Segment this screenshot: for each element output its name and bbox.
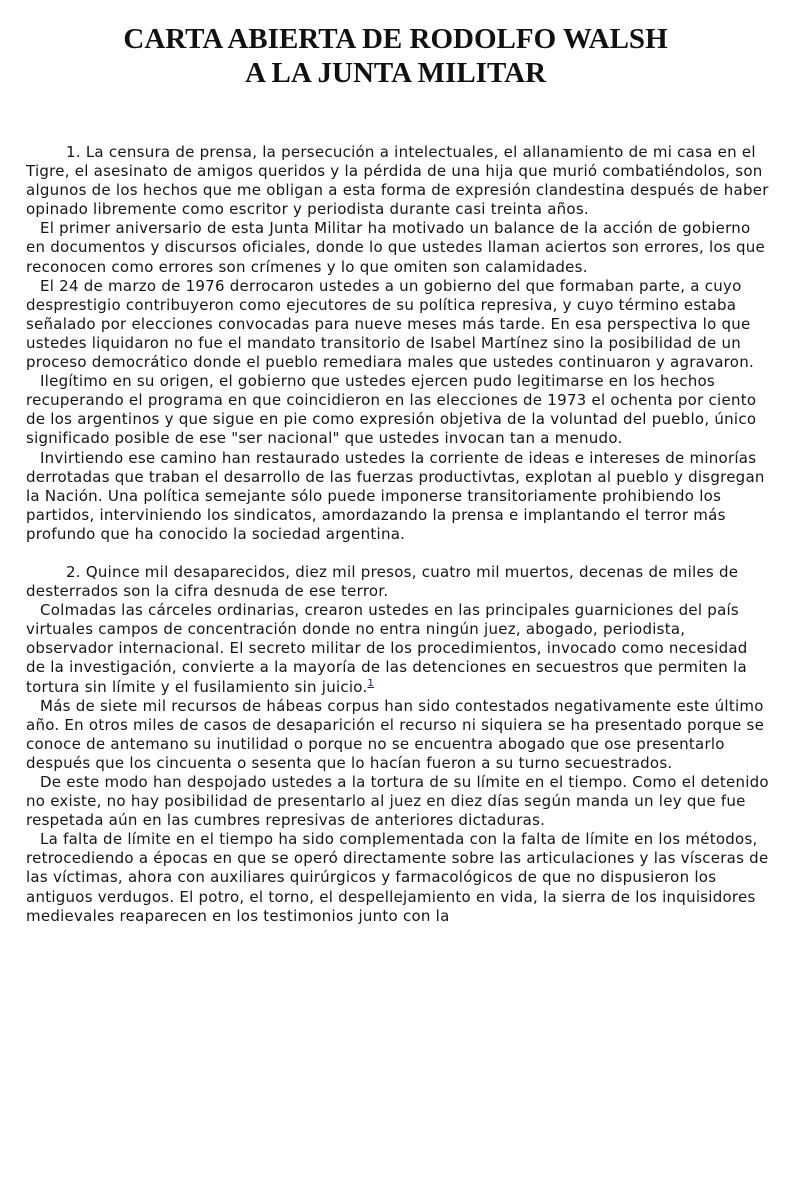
title-line-1: CARTA ABIERTA DE RODOLFO WALSH [123,23,668,55]
paragraph: La falta de límite en el tiempo ha sido complementada con la falta de límite en los métodos, retrocediendo a épocas en que se operó directamente sobre las articulaciones y las vísceras de las víctimas, ahora con auxiliares quirúrgicos y farmacológicos de que no dispusieron los antiguos verdugos. El potro, el torno, el despellejamiento en vida, la sierra de los inquisidores medievales reaparecen en los testimonios junto con la [26,830,769,925]
section-2 [26,563,771,926]
paragraph-text: Colmadas las cárceles ordinarias, crearon ustedes en las principales guarniciones del país virtuales campos de concentración donde no entra ningún juez, abogado, periodista, observador internacional. El secreto militar de los procedimientos, invocado como necesidad de la investigación, convierte a la mayoría de las detenciones en secuestros que permiten la tortura sin límite y el fusilamiento sin juicio. [26,601,748,696]
document-title [0,22,791,90]
title-line-2: A LA JUNTA MILITAR [244,57,547,89]
footnote-link[interactable]: 1 [367,677,375,689]
paragraph: De este modo han despojado ustedes a la tortura de su límite en el tiempo. Como el detenido no existe, no hay posibilidad de presentarlo al juez en diez días según manda un ley que fue respetada aún en las cumbres represivas de anteriores dictaduras. [26,773,769,830]
letter-body [26,143,771,926]
paragraph: El 24 de marzo de 1976 derrocaron ustedes a un gobierno del que formaban parte, a cuyo desprestigio contribuyeron como ejecutores de su política represiva, y cuyo término estaba señalado por elecciones convocadas para nueve meses más tarde. En esa perspectiva lo que ustedes liquidaron no fue el mandato transitorio de Isabel Martínez sino la posibilidad de un proceso democrático donde el pueblo remediara males que ustedes continuaron y agravaron. [26,276,754,372]
paragraph: 2. Quince mil desaparecidos, diez mil presos, cuatro mil muertos, decenas de miles de desterrados son la cifra desnuda de ese terror. [26,562,739,601]
paragraph: Más de siete mil recursos de hábeas corpus han sido contestados negativamente este último año. En otros miles de casos de desaparición el recurso ni siquiera se ha presentado porque se conoce de antemano su inutilidad o porque no se encuentra abogado que ose presentarlo después que los cincuenta o sesenta que lo hacían fueron a su turno secuestrados. [26,696,765,772]
paragraph: Ilegítimo en su origen, el gobierno que ustedes ejercen pudo legitimarse en los hechos recuperando el programa en que coincidieron en las elecciones de 1973 el ochenta por ciento de los argentinos y que sigue en pie como expresión objetiva de la voluntad del pueblo, único significado posible de ese "ser nacional" que ustedes invocan tan a menudo. [26,372,757,448]
paragraph: El primer aniversario de esta Junta Militar ha motivado un balance de la acción de gobierno en documentos y discursos oficiales, donde lo que ustedes llaman aciertos son errores, los que reconocen como errores son crímenes y lo que omiten son calamidades. [26,219,765,276]
paragraph: 1. La censura de prensa, la persecución a intelectuales, el allanamiento de mi casa en el Tigre, el asesinato de amigos queridos y la pérdida de una hija que murió combatiéndolos, son algunos de los hechos que me obligan a esta forma de expresión clandestina después de haber opinado libremente como escritor y periodista durante casi treinta años. [26,143,769,219]
paragraph: Invirtiendo ese camino han restaurado ustedes la corriente de ideas e intereses de minorías derrotadas que traban el desarrollo de las fuerzas productivtas, explotan al pueblo y disgregan la Nación. Una política semejante sólo puede imponerse transitoriamente prohibiendo los partidos, interviniendo los sindicatos, amordazando la prensa e implantando el terror más profundo que ha conocido la sociedad argentina. [26,448,765,543]
section-1 [26,143,771,544]
paragraph-with-footnote [26,601,771,696]
